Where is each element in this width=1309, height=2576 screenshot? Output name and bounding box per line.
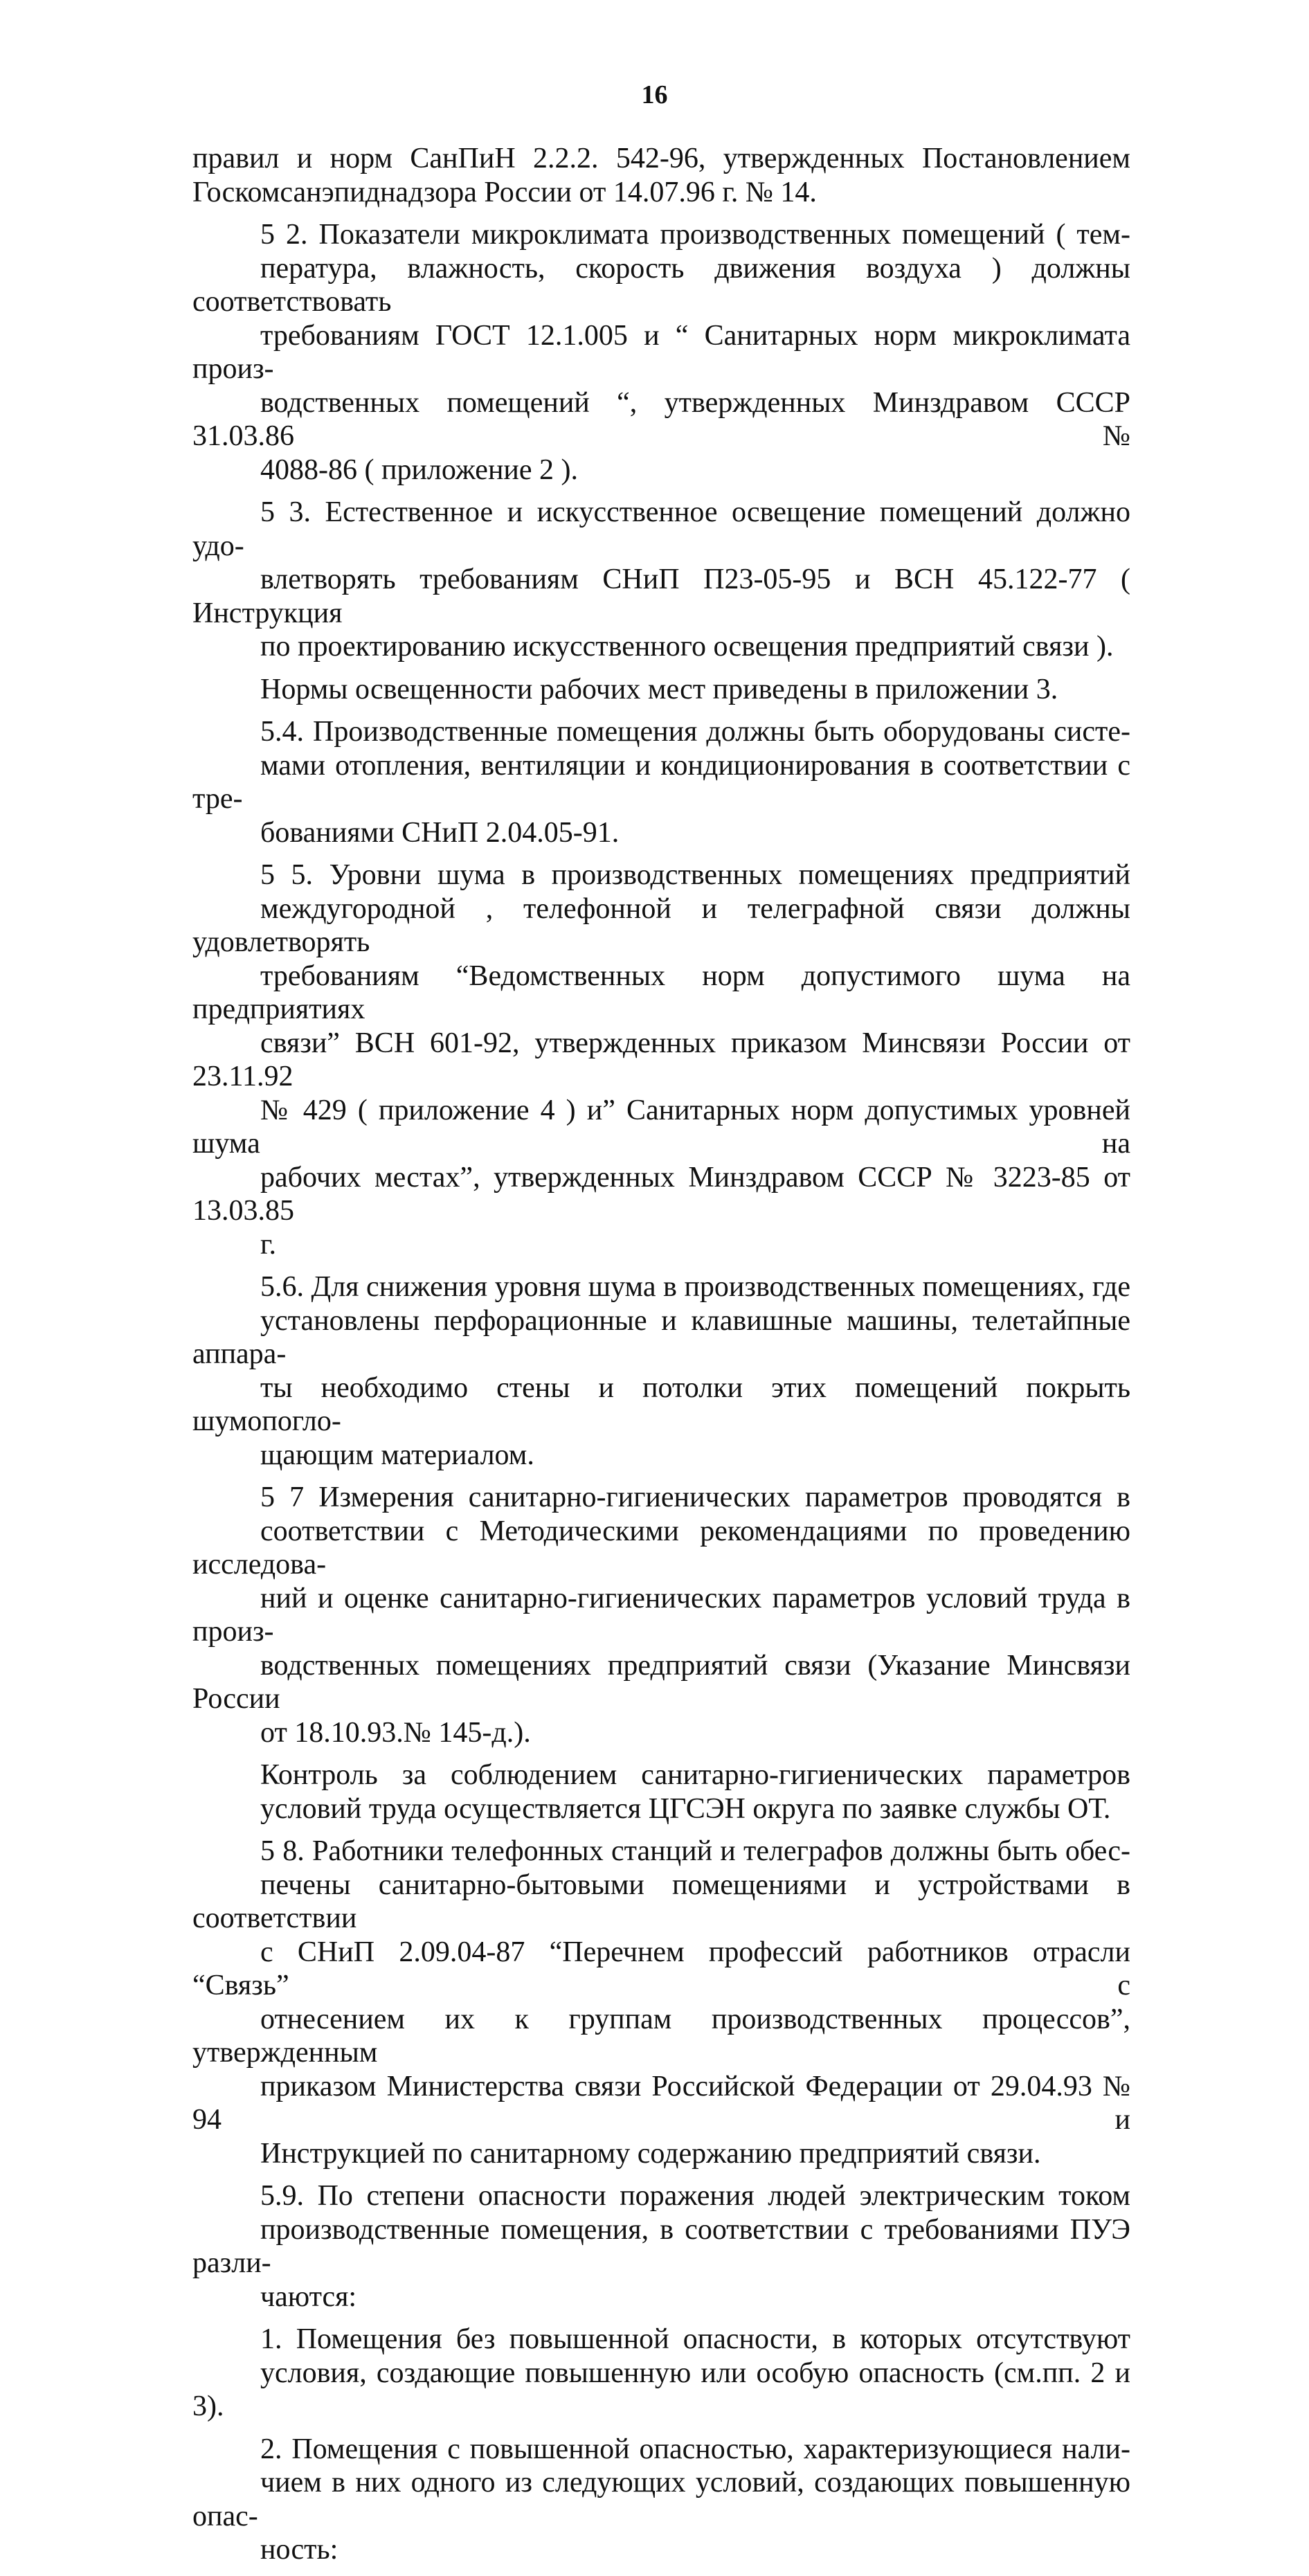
text-line: 4088-86 ( приложение 2 ). [260, 453, 579, 486]
paragraph [192, 496, 1130, 664]
paragraph [192, 1270, 1130, 1472]
text-line: междугородной , телефонной и телеграфной связи должны удовлетворять [192, 892, 1130, 958]
text-line: 2. Помещения с повышенной опасностью, характеризующиеся нали- [260, 2433, 1130, 2465]
text-line: по проектированию искусственного освещения предприятий связи ). [260, 631, 1114, 663]
paragraph [192, 2323, 1130, 2424]
text-line: чием в них одного из следующих условий, создающих повышенную опас- [192, 2467, 1130, 2532]
text-line: 5 7 Измерения санитарно-гигиенических параметров проводятся в [260, 1481, 1130, 1513]
text-line: требованиям “Ведомственных норм допустимого шума на предприятиях [192, 960, 1130, 1025]
paragraph [192, 142, 1130, 209]
text-line: связи” ВСН 601-92, утвержденных приказом Минсвязи России от 23.11.92 [192, 1027, 1130, 1092]
text-line: условий труда осуществляется ЦГСЭН округа по заявке службы ОТ. [260, 1792, 1111, 1825]
text-line: с СНиП 2.09.04-87 “Перечнем профессий работников отрасли “Связь” с [192, 1936, 1130, 2001]
paragraph [192, 715, 1130, 849]
text-line: 5.4. Производственные помещения должны быть оборудованы систе- [260, 716, 1130, 748]
text-line: соответствии с Методическими рекомендациями по проведению исследова- [192, 1515, 1130, 1580]
text-line: от 18.10.93.№ 145-д.). [260, 1716, 531, 1749]
text-line: правил и норм СанПиН 2.2.2. 542-96, утвержденных Постановлением [192, 143, 1130, 174]
text-line: 5 3. Естественное и искусственное освещение помещений должно удо- [192, 496, 1130, 562]
paragraph [192, 1835, 1130, 2170]
text-line: щающим материалом. [260, 1439, 534, 1471]
text-line: установлены перфорационные и клавишные машины, телетайпные аппара- [192, 1304, 1130, 1370]
text-line: влетворять требованиям СНиП П23-05-95 и ВСН 45.122-77 ( Инструкция [192, 564, 1130, 629]
text-line: г. [260, 1228, 276, 1261]
text-line: Нормы освещенности рабочих мест приведены в приложении 3. [260, 673, 1058, 705]
text-line: ты необходимо стены и потолки этих помещений покрыть шумопогло- [192, 1371, 1130, 1437]
text-line: отнесением их к группам производственных процессов”, утвержденным [192, 2003, 1130, 2069]
text-line: рабочих местах”, утвержденных Минздравом СССР № 3223-85 от 13.03.85 [192, 1161, 1130, 1227]
paragraph [192, 673, 1130, 707]
text-line: 5.9. По степени опасности поражения людей электрическим током [260, 2180, 1130, 2212]
text-line: Госкомсанэпиднадзора России от 14.07.96 г. № 14. [192, 176, 817, 208]
text-line: 5 2. Показатели микроклимата производственных помещений ( тем- [260, 219, 1130, 251]
text-line: условия, создающие повышенную или особую опасность (см.пп. 2 и 3). [192, 2357, 1130, 2422]
paragraph [192, 2179, 1130, 2314]
page-number: 16 [641, 80, 668, 109]
paragraph [192, 218, 1130, 487]
text-line: печены санитарно-бытовыми помещениями и устройствами в соответствии [192, 1868, 1130, 1934]
text-line: 1. Помещения без повышенной опасности, в которых отсутствуют [260, 2323, 1130, 2355]
text-line: мами отопления, вентиляции и кондиционирования в соответствии с тре- [192, 749, 1130, 815]
text-line: производственные помещения, в соответствии с требованиями ПУЭ разли- [192, 2213, 1130, 2279]
text-line: водственных помещений “, утвержденных Минздравом СССР 31.03.86 № [192, 386, 1130, 452]
text-line: ность: [260, 2534, 338, 2566]
text-line: бованиями СНиП 2.04.05-91. [260, 816, 620, 849]
text-line: требованиям ГОСТ 12.1.005 и “ Санитарных норм микроклимата произ- [192, 319, 1130, 385]
text-line: № 429 ( приложение 4 ) и” Санитарных норм допустимых уровней шума на [192, 1094, 1130, 1160]
paragraph [192, 858, 1130, 1261]
paragraph [192, 1481, 1130, 1749]
body-text [192, 142, 1130, 2576]
text-line: приказом Министерства связи Российской Федерации от 29.04.93 № 94 и [192, 2070, 1130, 2136]
text-line: 5.6. Для снижения уровня шума в производственных помещениях, где [260, 1271, 1130, 1303]
text-line: пература, влажность, скорость движения воздуха ) должны соответствовать [192, 252, 1130, 318]
paragraph [192, 2433, 1130, 2567]
text-line: водственных помещениях предприятий связи (Указание Минсвязи России [192, 1649, 1130, 1715]
text-line: чаются: [260, 2280, 357, 2313]
text-line: ний и оценке санитарно-гигиенических параметров условий труда в произ- [192, 1582, 1130, 1648]
text-line: 5 5. Уровни шума в производственных помещениях предприятий [260, 859, 1130, 891]
text-line: 5 8. Работники телефонных станций и телеграфов должны быть обес- [260, 1835, 1130, 1867]
text-line: Инструкцией по санитарному содержанию предприятий связи. [260, 2137, 1041, 2170]
paragraph [192, 1758, 1130, 1826]
text-line: Контроль за соблюдением санитарно-гигиенических параметров [260, 1759, 1130, 1791]
